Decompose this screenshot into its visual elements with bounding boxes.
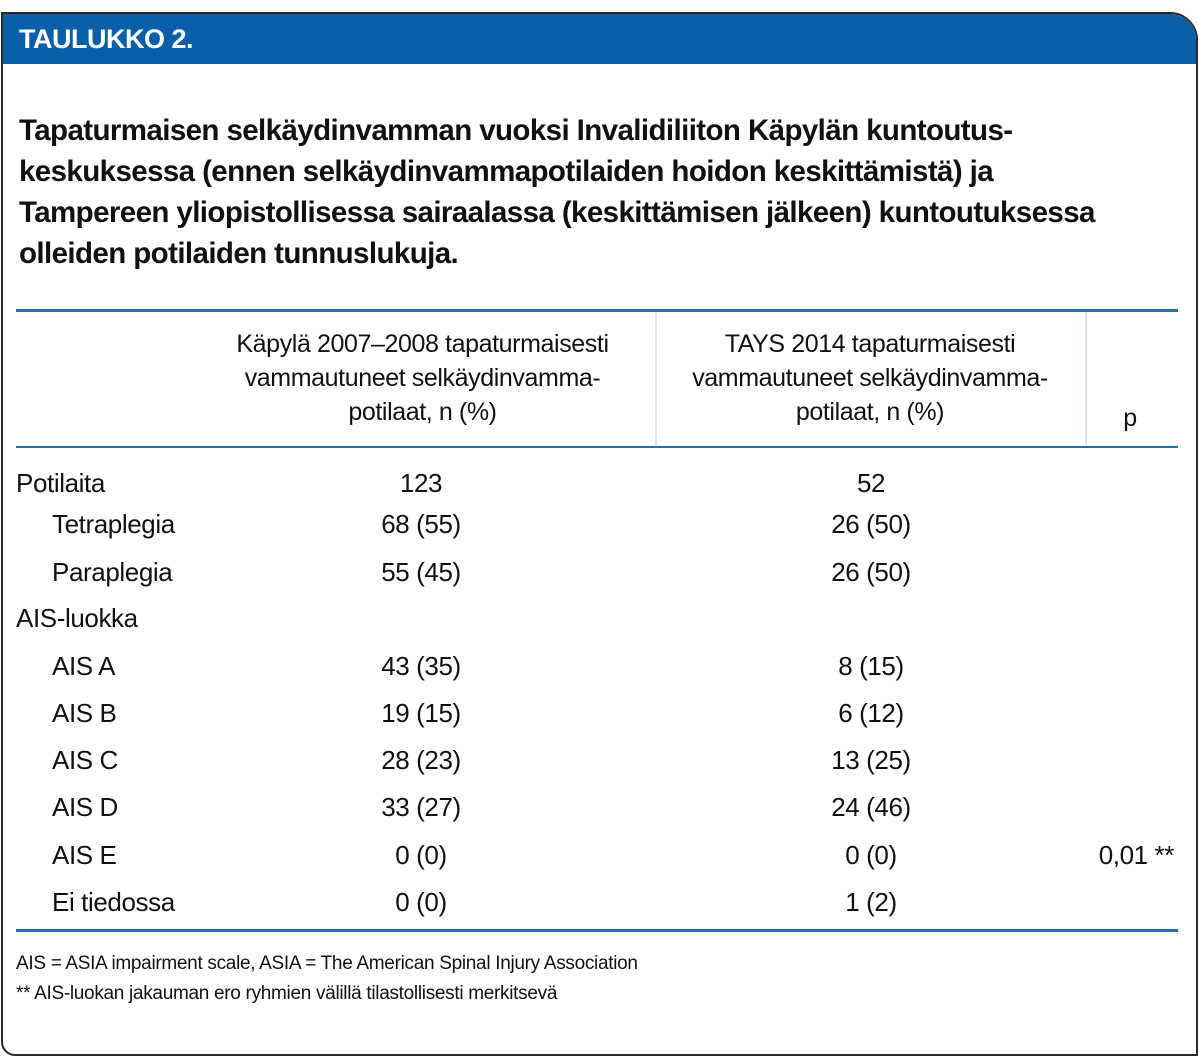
table-row	[16, 468, 1178, 514]
table-header-rule	[16, 446, 1178, 448]
cell-tays: 26 (50)	[831, 557, 911, 587]
column-header-kapyla: Käpylä 2007–2008 tapaturmaisesti vammautuneet selkäydinvamma- potilaat, n (%)	[236, 330, 609, 426]
column-divider	[1085, 312, 1087, 446]
cell-kapyla: 33 (27)	[381, 792, 461, 822]
cell-tays: 6 (12)	[838, 698, 904, 728]
table-row	[16, 651, 1178, 697]
cell-tays: 13 (25)	[831, 745, 911, 775]
cell-kapyla: 19 (15)	[381, 698, 461, 728]
row-label: Paraplegia	[52, 557, 173, 587]
cell-tays: 0 (0)	[845, 840, 897, 870]
cell-tays: 52	[856, 468, 886, 498]
cell-kapyla: 28 (23)	[381, 745, 461, 775]
row-label: Ei tiedossa	[52, 887, 175, 917]
caption-line: Tampereen yliopistollisessa sairaalassa (keskittämisen jälkeen) kuntoutuksessa	[19, 196, 1095, 229]
table-caption	[19, 110, 1179, 274]
row-label: AIS A	[52, 651, 116, 681]
table-row	[16, 509, 1178, 555]
table-row	[16, 745, 1178, 791]
footnote-abbreviations: AIS = ASIA impairment scale, ASIA = The American Spinal Injury Association	[16, 953, 638, 974]
row-label: Tetraplegia	[52, 509, 175, 539]
caption-line: olleiden potilaiden tunnuslukuja.	[19, 237, 459, 270]
table-row	[16, 698, 1178, 744]
cell-tays: 24 (46)	[831, 792, 911, 822]
cell-tays: 26 (50)	[831, 509, 911, 539]
table-header-bar	[3, 14, 1196, 64]
row-label: AIS-luokka	[16, 603, 138, 633]
row-label: Potilaita	[16, 468, 105, 498]
table-top-rule	[16, 309, 1178, 312]
cell-kapyla: 68 (55)	[381, 509, 461, 539]
caption-line: Tapaturmaisen selkäydinvamman vuoksi Invalidiliiton Käpylän kuntoutus-	[19, 114, 1013, 147]
table-row	[16, 840, 1178, 886]
cell-kapyla: 0 (0)	[395, 840, 447, 870]
table-number-label: TAULUKKO 2.	[19, 24, 193, 54]
row-label: AIS C	[52, 745, 118, 775]
table-row	[16, 887, 1178, 933]
table-row	[16, 792, 1178, 838]
cell-kapyla: 55 (45)	[381, 557, 461, 587]
column-header-p: p	[1123, 404, 1137, 432]
row-label: AIS B	[52, 698, 117, 728]
cell-kapyla: 123	[399, 468, 443, 498]
cell-kapyla: 43 (35)	[381, 651, 461, 681]
cell-p: 0,01 **	[1098, 840, 1174, 870]
cell-kapyla: 0 (0)	[395, 887, 447, 917]
column-header-tays: TAYS 2014 tapaturmaisesti vammautuneet selkäydinvamma- potilaat, n (%)	[692, 330, 1048, 426]
cell-tays: 1 (2)	[845, 887, 897, 917]
row-label: AIS D	[52, 792, 118, 822]
table-row	[16, 557, 1178, 603]
row-label: AIS E	[52, 840, 117, 870]
cell-tays: 8 (15)	[838, 651, 904, 681]
column-divider	[655, 312, 657, 446]
table-row	[16, 603, 1178, 649]
footnote-significance: ** AIS-luokan jakauman ero ryhmien välillä tilastollisesti merkitsevä	[16, 983, 558, 1004]
caption-line: keskuksessa (ennen selkäydinvammapotilaiden hoidon keskittämistä) ja	[19, 155, 994, 188]
